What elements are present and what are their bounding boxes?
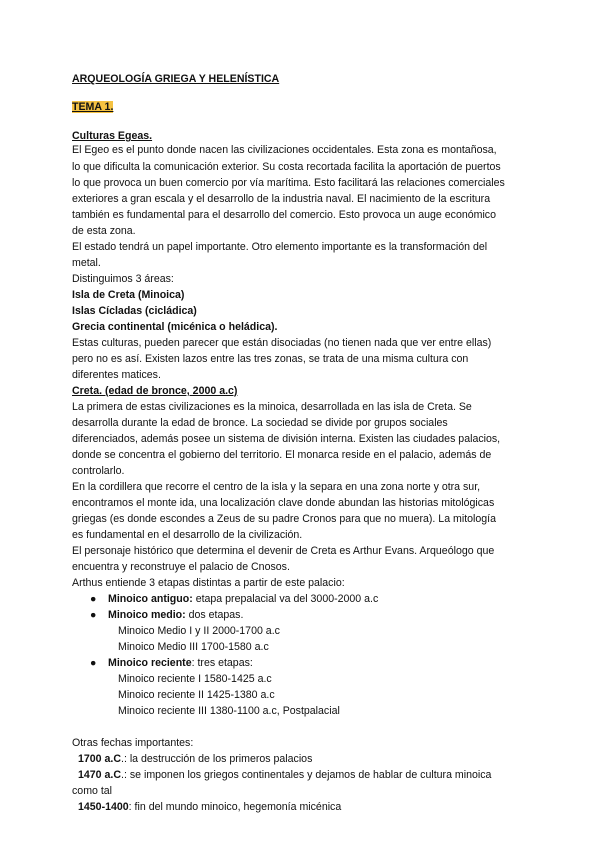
list-item: Minoico antiguo: etapa prepalacial va del 3000-2000 a.c: [108, 593, 379, 605]
paragraph-line: diferenciados, además posee un sistema de división interna. Existen las ciudades palacios,: [72, 433, 501, 445]
paragraph-line: La primera de estas civilizaciones es la minoica, desarrollada en las isla de Creta. Se: [72, 401, 472, 413]
area-item: Isla de Creta (Minoica): [72, 289, 185, 301]
paragraph-line: encontramos el monte ida, una localización clave donde abundan las historias mitológicas: [72, 497, 495, 509]
area-item: Islas Cícladas (cicládica): [72, 305, 197, 317]
list-item: Minoico medio: dos etapas.: [108, 609, 244, 621]
section-heading: Culturas Egeas.: [72, 130, 153, 142]
paragraph-line: controlarlo.: [72, 465, 125, 477]
paragraph-line: también es fundamental para el desarrollo del comercio. Esto provoca un auge económico: [72, 209, 496, 221]
sub-list-item: Minoico reciente III 1380-1100 a.c, Postpalacial: [118, 705, 340, 717]
list-item: Minoico reciente: tres etapas:: [108, 657, 253, 669]
area-item: Grecia continental (micénica o heládica).: [72, 321, 278, 333]
paragraph-line: desarrolla durante la edad de bronce. La sociedad se divide por grupos sociales: [72, 417, 448, 429]
paragraph-line: El Egeo es el punto donde nacen las civilizaciones occidentales. Esta zona es montañosa,: [72, 144, 497, 156]
bullet-icon: ●: [90, 657, 97, 669]
paragraph-line: El personaje histórico que determina el devenir de Creta es Arthur Evans. Arqueólogo que: [72, 545, 495, 557]
sub-list-item: Minoico reciente II 1425-1380 a.c: [118, 689, 275, 701]
paragraph-line: griegas (es donde escondes a Zeus de su padre Cronos para que no muera). La mitología: [72, 513, 497, 525]
paragraph-line: diferentes matices.: [72, 369, 161, 381]
paragraph-line: Estas culturas, pueden parecer que están disociadas (no tienen nada que ver entre ellas): [72, 337, 492, 349]
bullet-icon: ●: [90, 593, 97, 605]
paragraph-line: donde se concentra el gobierno del territorio. El monarca reside en el palacio, además de: [72, 449, 492, 461]
document-title: ARQUEOLOGÍA GRIEGA Y HELENÍSTICA: [72, 73, 280, 85]
tema-heading: [72, 101, 113, 114]
paragraph-line: exteriores a gran escala y el desarrollo de la industria naval. El nacimiento de la escritura: [72, 193, 491, 205]
paragraph-line: pero no es así. Existen lazos entre las tres zonas, se trata de una misma cultura con: [72, 353, 469, 365]
paragraph-line: Arthus entiende 3 etapas distintas a partir de este palacio:: [72, 577, 345, 589]
paragraph-line: lo que dificulta la comunicación exterior. Su costa recortada facilita la aportación de puertos: [72, 161, 501, 173]
section-heading: Creta. (edad de bronce, 2000 a.c): [72, 385, 238, 397]
paragraph-line: Distinguimos 3 áreas:: [72, 273, 174, 285]
bullet-icon: ●: [90, 609, 97, 621]
paragraph-line: En la cordillera que recorre el centro de la isla y la separa en una zona norte y otra sur,: [72, 481, 481, 493]
date-item: 1700 a.C.: la destrucción de los primeros palacios: [78, 753, 313, 765]
date-item-continuation: como tal: [72, 785, 113, 797]
paragraph-line: es fundamental en el desarrollo de la civilización.: [72, 529, 303, 541]
sub-list-item: Minoico reciente I 1580-1425 a.c: [118, 673, 272, 685]
sub-list-item: Minoico Medio III 1700-1580 a.c: [118, 641, 269, 653]
paragraph-line: lo que provoca un buen comercio por vía marítima. Esto facilitará las relaciones comerciales: [72, 177, 505, 189]
paragraph-line: metal.: [72, 257, 101, 269]
paragraph-line: El estado tendrá un papel importante. Otro elemento importante es la transformación del: [72, 241, 488, 253]
paragraph-line: encuentra y reconstruye el palacio de Cnosos.: [72, 561, 290, 573]
date-item: 1470 a.C.: se imponen los griegos continentales y dejamos de hablar de cultura minoica: [78, 769, 492, 781]
date-item: 1450-1400: fin del mundo minoico, hegemonía micénica: [78, 801, 342, 813]
paragraph-line: de esta zona.: [72, 225, 136, 237]
tema-label: TEMA 1.: [72, 101, 114, 113]
other-dates-label: Otras fechas importantes:: [72, 737, 194, 749]
sub-list-item: Minoico Medio I y II 2000-1700 a.c: [118, 625, 280, 637]
